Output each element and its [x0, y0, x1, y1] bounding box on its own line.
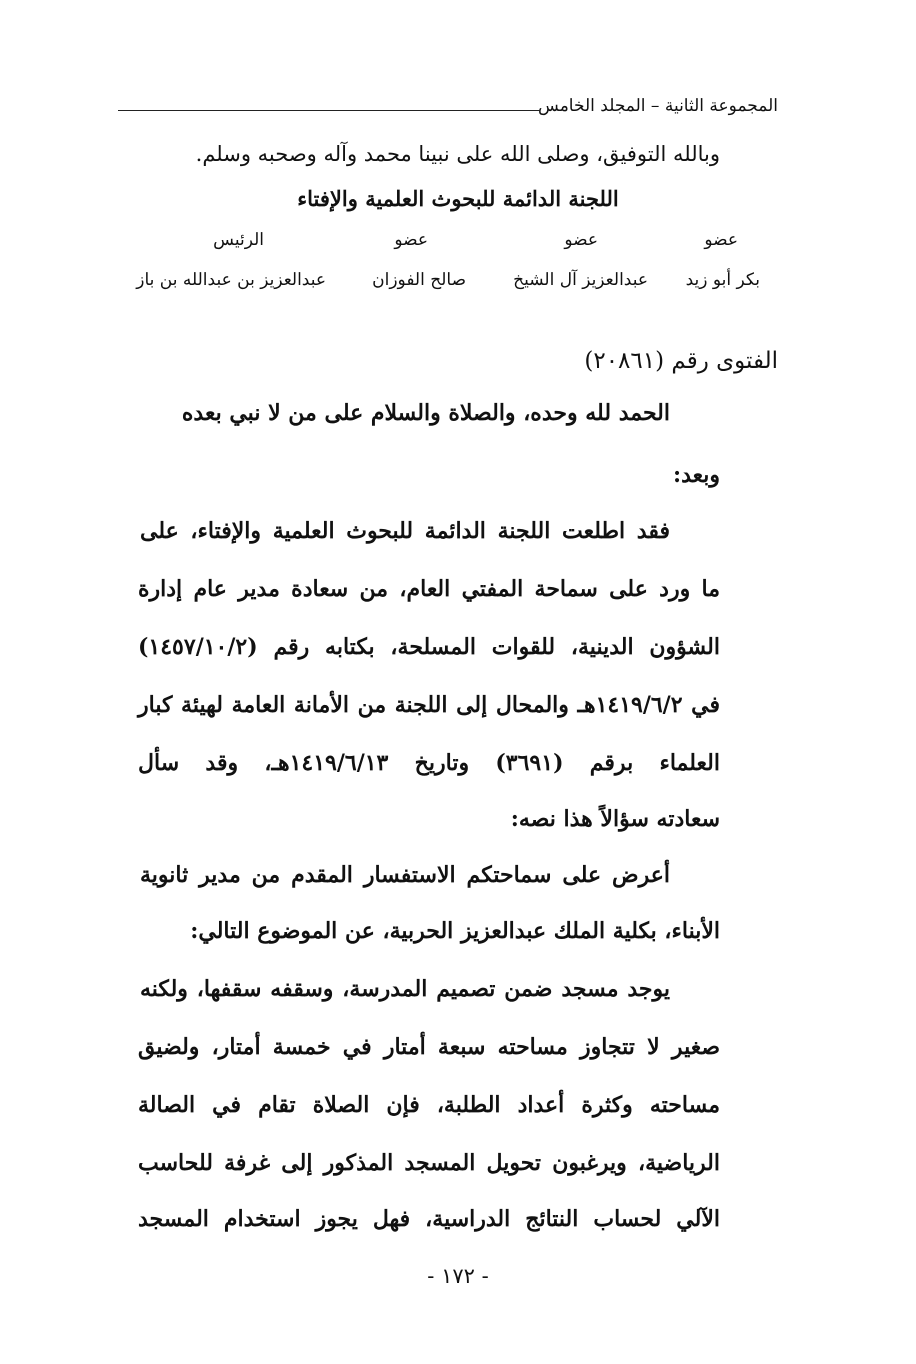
body-line: يوجد مسجد ضمن تصميم المدرسة، وسقفه سقفها، ولكنه	[140, 976, 670, 1002]
body-line: وبعد:	[672, 462, 720, 488]
committee-title: اللجنة الدائمة للبحوث العلمية والإفتاء	[297, 186, 619, 211]
signatory-name: صالح الفوزان	[372, 270, 466, 290]
body-line: مساحته وكثرة أعداد الطلبة، فإن الصلاة تقام في الصالة	[138, 1092, 720, 1118]
body-line: سعادته سؤالاً هذا نصه:	[510, 806, 720, 832]
signatory-role: الرئيس	[213, 230, 264, 250]
body-line: صغير لا تتجاوز مساحته سبعة أمتار في خمسة أمتار، ولضيق	[138, 1034, 720, 1060]
body-line: فقد اطلعت اللجنة الدائمة للبحوث العلمية والإفتاء، على	[140, 518, 670, 544]
body-line: ما ورد على سماحة المفتي العام، من سعادة مدير عام إدارة	[138, 576, 720, 602]
signatory-role: عضو	[704, 230, 738, 250]
body-line: الشؤون الدينية، للقوات المسلحة، بكتابه رقم (١٤٥٧/١٠/٢)	[138, 634, 720, 660]
body-line: الأبناء، بكلية الملك عبدالعزيز الحربية، عن الموضوع التالي:	[190, 918, 720, 944]
signatory-role: عضو	[564, 230, 598, 250]
running-header: المجموعة الثانية – المجلد الخامس	[538, 96, 778, 116]
body-line: في ١٤١٩/٦/٢هـ والمحال إلى اللجنة من الأمانة العامة لهيئة كبار	[138, 692, 720, 718]
closing-line: وبالله التوفيق، وصلى الله على نبينا محمد وآله وصحبه وسلم.	[195, 142, 720, 166]
header-rule	[118, 110, 540, 111]
signatory-name: عبدالعزيز بن عبدالله بن باز	[136, 270, 326, 290]
body-line: الحمد لله وحده، والصلاة والسلام على من لا نبي بعده	[181, 400, 670, 426]
signatory-name: عبدالعزيز آل الشيخ	[513, 270, 648, 290]
body-line: الرياضية، ويرغبون تحويل المسجد المذكور إلى غرفة للحاسب	[138, 1150, 720, 1176]
signatory-name: بكر أبو زيد	[685, 270, 760, 290]
fatwa-number: الفتوى رقم (٢٠٨٦١)	[584, 348, 778, 374]
body-line: أعرض على سماحتكم الاستفسار المقدم من مدير ثانوية	[140, 862, 670, 888]
signatory-role: عضو	[394, 230, 428, 250]
body-line: الآلي لحساب النتائج الدراسية، فهل يجوز استخدام المسجد	[138, 1206, 720, 1232]
page-number: - ١٧٢ -	[427, 1264, 489, 1288]
body-line: العلماء برقم (٣٦٩١) وتاريخ ١٤١٩/٦/١٣هـ، وقد سأل	[138, 750, 720, 776]
